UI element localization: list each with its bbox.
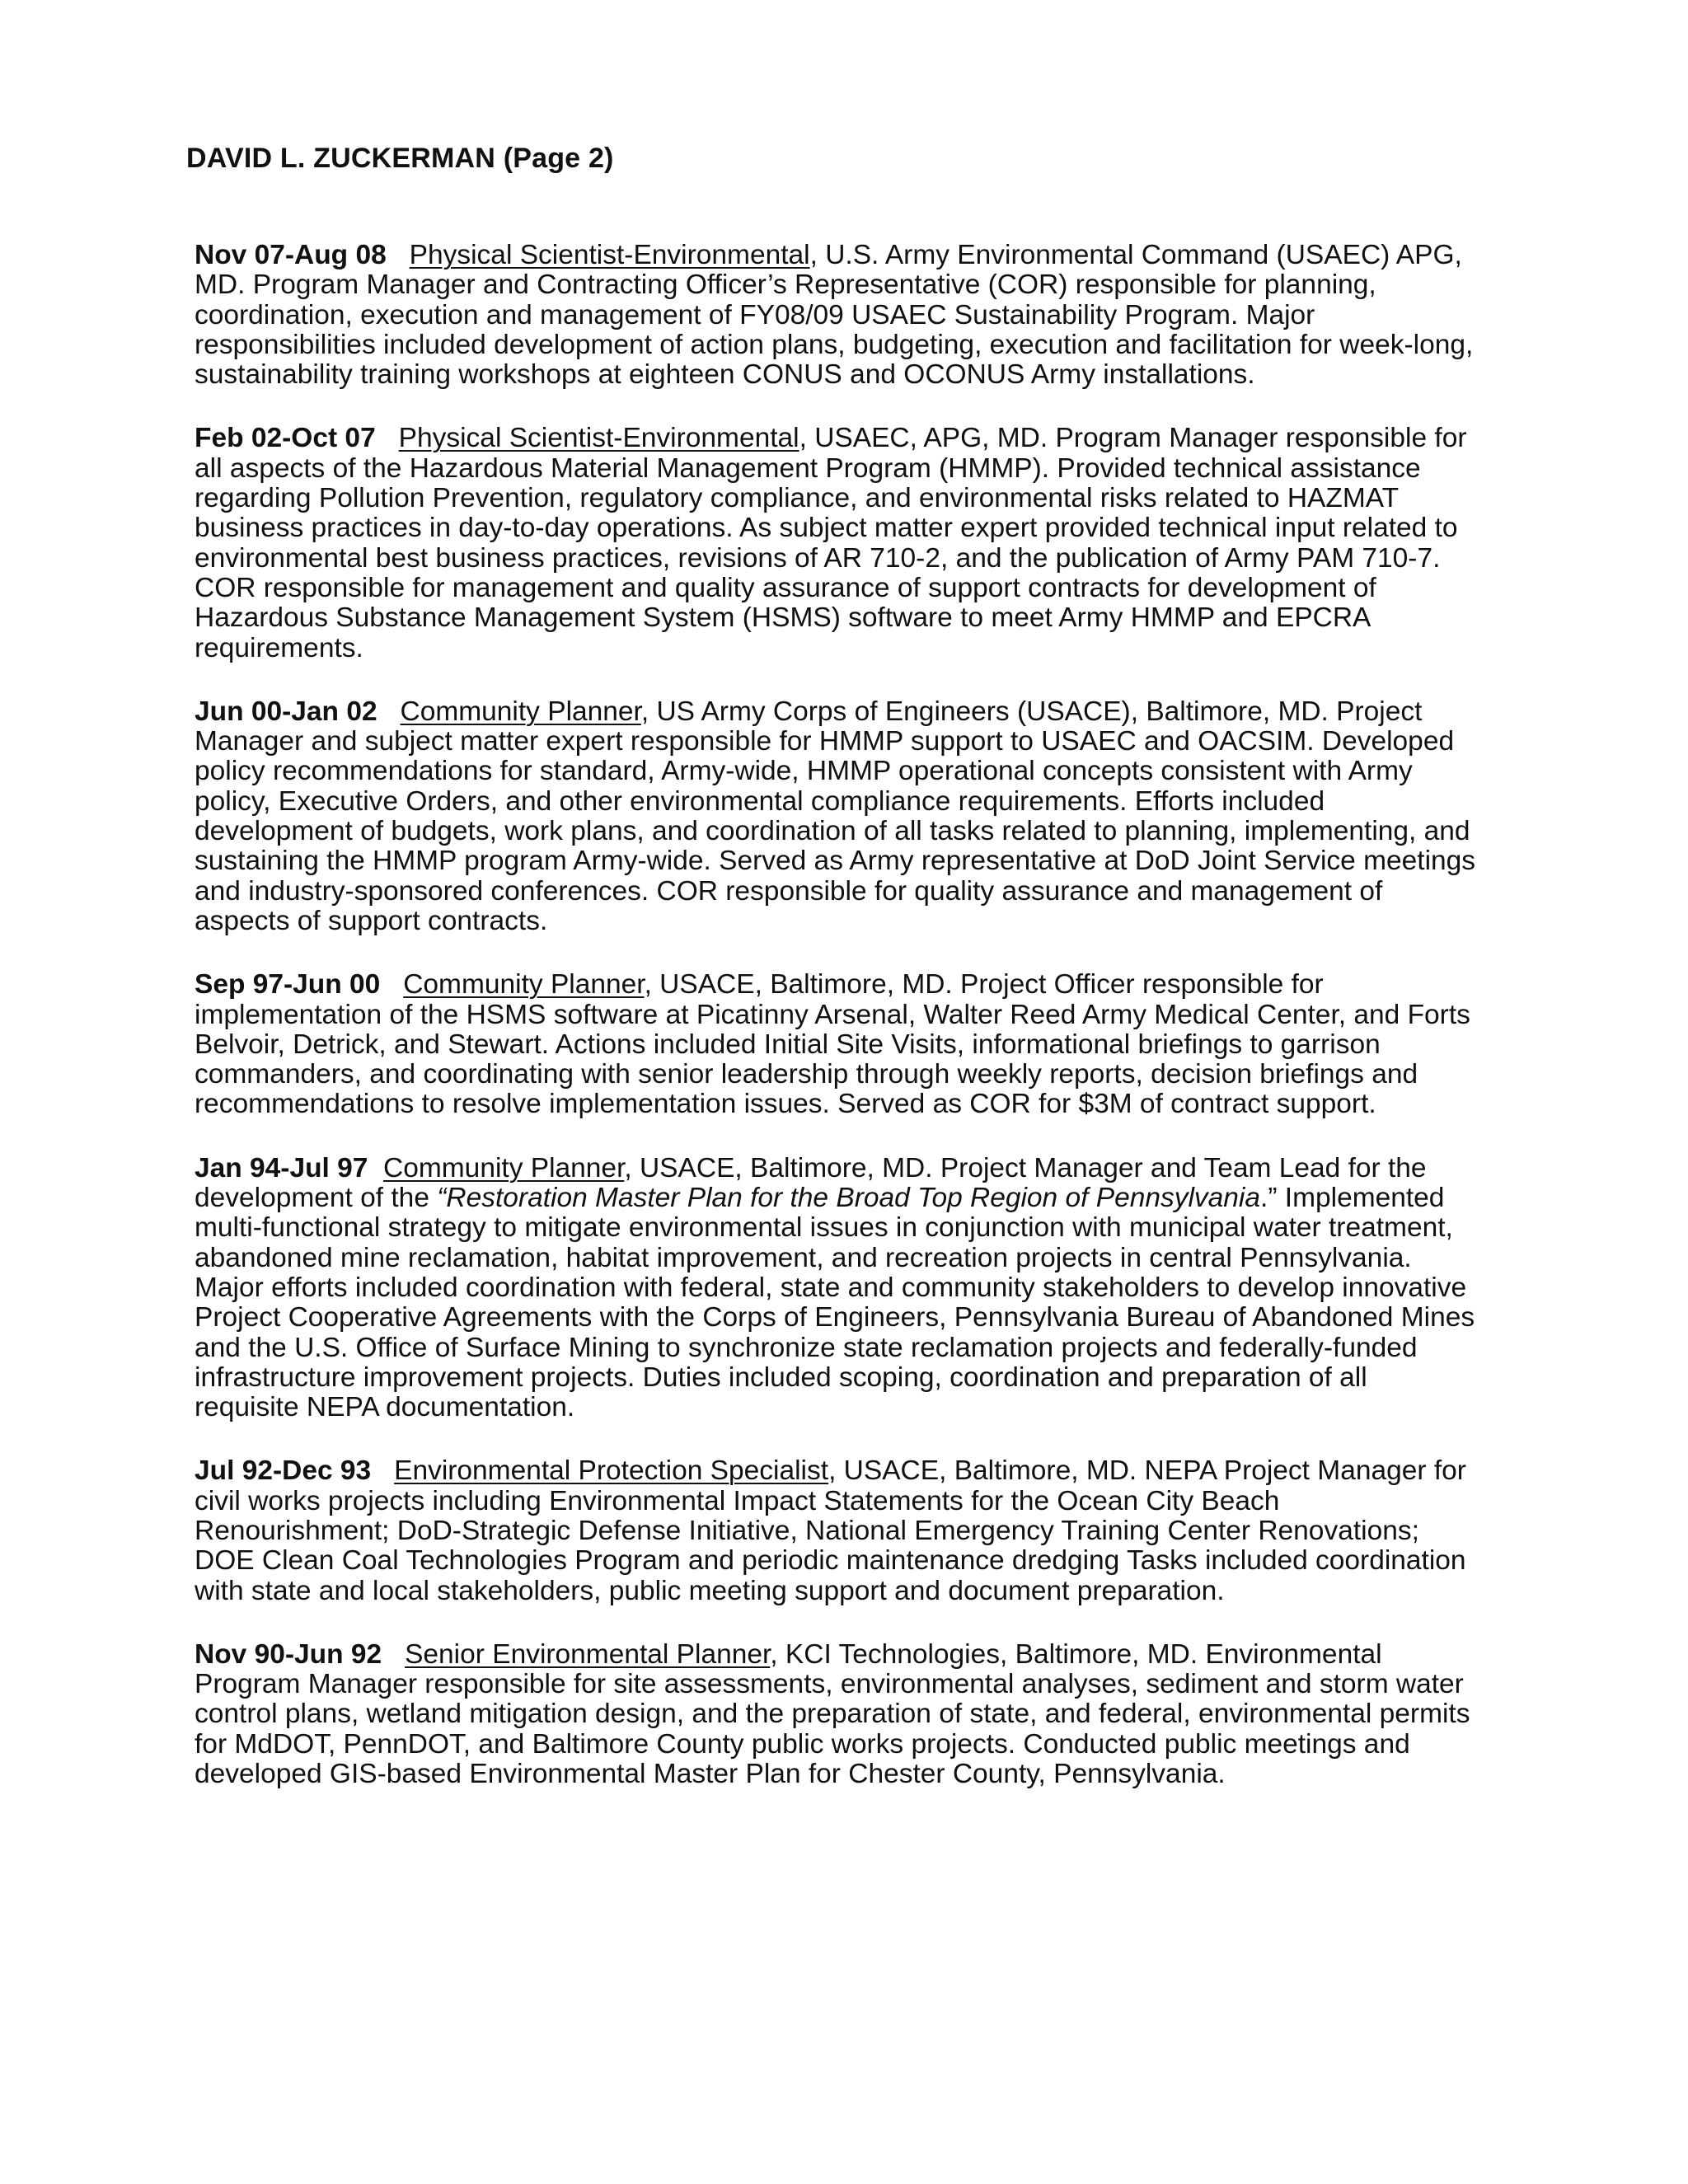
entry-title: Community Planner [400,696,641,727]
experience-entry [195,1456,1477,1605]
entry-title: Environmental Protection Specialist [394,1455,829,1487]
experience-entry [195,241,1477,390]
entry-title: Community Planner [383,1152,625,1183]
entry-description-continued: .” Implemented multi-functional strategy to mitigate environmental issues in conjunction with municipal water treatment, abandoned mine reclamation, habitat improvement, and recreation projects in central Pennsylvania. Major efforts included coordination with federal, state and community stakeholders to develop innovative Project Cooperative Agreements with the Corps of Engineers, Pennsylvania Bureau of Abandoned Mines and the U.S. Office of Surface Mining to synchronize state reclamation projects and federally-funded infrastructure improvement projects. Duties included scoping, coordination and preparation of all requisite NEPA documentation. [195,1183,1475,1423]
experience-entry [195,1640,1477,1789]
experience-entry [195,697,1477,936]
entry-title: Senior Environmental Planner [405,1638,771,1670]
entry-dates: Nov 07-Aug 08 [195,240,387,270]
entry-description: , US Army Corps of Engineers (USACE), Baltimore, MD. Project Manager and subject matter expert responsible for HMMP support to USAEC and OACSIM. Developed policy recommendations for standard, Army-wide, HMMP operational concepts consistent with Army policy, Executive Orders, and other environmental compliance requirements. Efforts included development of budgets, work plans, and coordination of all tasks related to planning, implementing, and sustaining the HMMP program Army-wide. Served as Army representative at DoD Joint Service meetings and industry-sponsored conferences. COR responsible for quality assurance and management of aspects of support contracts. [195,696,1476,936]
entry-dates: Jan 94-Jul 97 [195,1152,368,1183]
entry-dates: Sep 97-Jun 00 [195,969,381,1001]
entry-dates: Feb 02-Oct 07 [195,423,376,454]
entry-description: , U.S. Army Environmental Command (USAEC) APG, MD. Program Manager and Contracting Officer’s Representative (COR) responsible for planning, coordination, execution and management of FY08/09 USAEC Sustainability Program. Major responsibilities included development of action plans, budgeting, execution and facilitation for week-long, sustainability training workshops at eighteen CONUS and OCONUS Army installations. [195,240,1474,391]
page-header: DAVID L. ZUCKERMAN (Page 2) [186,143,614,174]
entry-title: Physical Scientist-Environmental [398,423,799,454]
entry-title: Community Planner [403,969,645,1001]
entry-description: , KCI Technologies, Baltimore, MD. Environmental Program Manager responsible for site assessments, environmental analyses, sediment and storm water control plans, wetland mitigation design, and the preparation of state, and federal, environmental permits for MdDOT, PennDOT, and Baltimore County public works projects. Conducted public meetings and developed GIS-based Environmental Master Plan for Chester County, Pennsylvania. [195,1638,1470,1790]
experience-entry [195,1154,1477,1423]
entry-dates: Nov 90-Jun 92 [195,1638,382,1670]
plan-title-italic: “Restoration Master Plan for the Broad Top Region of Pennsylvania [437,1183,1261,1214]
entry-description: , USACE, Baltimore, MD. Project Manager and Team Lead for the development of the [195,1152,1427,1214]
experience-entry [195,970,1477,1119]
experience-entry [195,424,1477,663]
entry-description: , USACE, Baltimore, MD. Project Officer responsible for implementation of the HSMS software at Picatinny Arsenal, Walter Reed Army Medical Center, and Forts Belvoir, Detrick, and Stewart. Actions included Initial Site Visits, informational briefings to garrison commanders, and coordinating with senior leadership through weekly reports, decision briefings and recommendations to resolve implementation issues. Served as COR for $3M of contract support. [195,969,1470,1120]
entry-dates: Jun 00-Jan 02 [195,696,377,727]
entry-dates: Jul 92-Dec 93 [195,1455,372,1487]
entry-title: Physical Scientist-Environmental [409,240,810,270]
entry-description: , USAEC, APG, MD. Program Manager responsible for all aspects of the Hazardous Material Management Program (HMMP). Provided technical assistance regarding Pollution Prevention, regulatory compliance, and environmental risks related to HAZMAT business practices in day-to-day operations. As subject matter expert provided technical input related to environmental best business practices, revisions of AR 710-2, and the publication of Army PAM 710-7. COR responsible for management and quality assurance of support contracts for development of Hazardous Substance Management System (HSMS) software to meet Army HMMP and EPCRA requirements. [195,423,1467,663]
entry-description: , USACE, Baltimore, MD. NEPA Project Manager for civil works projects including Environmental Impact Statements for the Ocean City Beach Renourishment; DoD-Strategic Defense Initiative, National Emergency Training Center Renovations; DOE Clean Coal Technologies Program and periodic maintenance dredging Tasks included coordination with state and local stakeholders, public meeting support and document preparation. [195,1455,1466,1606]
experience-list [195,241,1477,1823]
